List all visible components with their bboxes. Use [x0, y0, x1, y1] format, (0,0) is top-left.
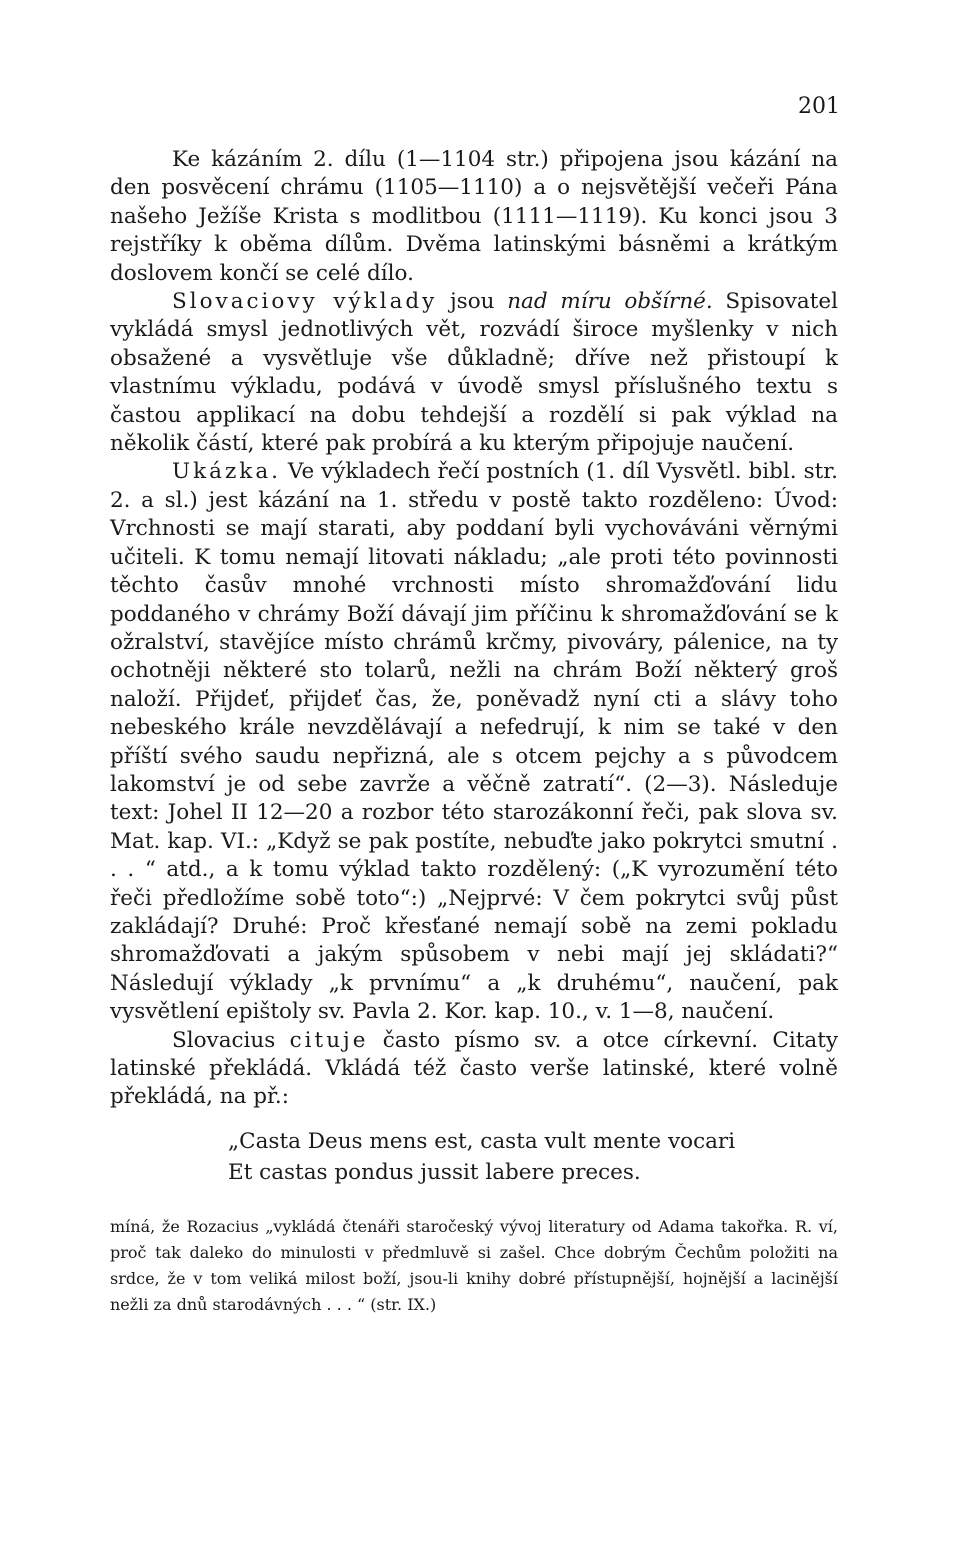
paragraph-commentary	[110, 288, 838, 458]
emphasis-spaced: Ukázka.	[172, 459, 281, 485]
footnote	[110, 1214, 838, 1318]
verse-line: „Casta Deus mens est, casta vult mente vocari	[228, 1129, 736, 1154]
text-run: Slovacius	[172, 1027, 290, 1053]
text-run: často písmo sv. a otce církevní. Citaty latinské překládá. Vkládá též často verše latinské, které volně překládá, na př.:	[110, 1027, 838, 1110]
page-number: 201	[798, 94, 840, 119]
main-text	[110, 146, 838, 1112]
latin-verse	[228, 1126, 828, 1188]
paragraph-citations	[110, 1027, 838, 1112]
text-run: Spisovatel vykládá smysl jednotlivých vět, rozvádí široce myšlenky v nich obsažené a vysvětluje vše důkladně; dříve než přistoupí k vlastnímu výkladu, podává v úvodě smysl příslušného textu s častou applikací na dobu tehdejší a rozdělí si pak výklad na několik částí, které pak probírá a ku kterým připojuje naučení.	[110, 289, 838, 457]
paragraph-contents: Ke kázáním 2. dílu (1—1104 str.) připojena jsou kázání na den posvěcení chrámu (1105—1110) a o nejsvětější večeři Pána našeho Ježíše Krista s modlitbou (1111—1119). Ku konci jsou 3 rejstříky k oběma dílům. Dvěma latinskými básněmi a krátkým doslovem končí se celé dílo.	[110, 147, 838, 286]
emphasis-italic: nad míru obšírné.	[507, 289, 713, 315]
verse-line: Et castas pondus jussit labere preces.	[228, 1160, 641, 1185]
paragraph-sample	[110, 458, 838, 1026]
footnote-text: míná, že Rozacius „vykládá čtenáři staročeský vývoj literatury od Adama takořka. R. ví, proč tak daleko do minulosti v předmluvě si zašel. Chce dobrým Čechům položiti na srdce, že v tom veliká milost boží, jsou-li knihy dobré přístupnější, hojnější a lacinější nežli za dnů starodávných . . . “ (str. IX.)	[110, 1217, 838, 1314]
emphasis-spaced: cituje	[289, 1027, 369, 1053]
emphasis-spaced: Slovaciovy výklady	[172, 289, 438, 315]
text-run: jsou	[437, 289, 508, 315]
text-run: Ve výkladech řečí postních (1. díl Vysvětl. bibl. str. 2. a sl.) jest kázání na 1. středu v postě takto rozděleno: Úvod: Vrchnosti se mají starati, aby poddaní byli vychováváni věrnými učiteli. K tomu nemají litovati nákladu; „ale proti této povinnosti těchto časův mnohé vrchnosti místo shromažďování lidu poddaného v chrámy Boží dávají jim příčinu k shromažďování se k ožralství, stavějíce místo chrámů krčmy, pivováry, pálenice, na ty ochotněji některé sto tolarů, nežli na chrám Boží některý groš naloží. Přijdeť, přijdeť čas, že, poněvadž nyní cti a slávy toho nebeského krále nevzdělávají a nefedrují, k nim se také v den příští svého saudu nepřizná, ale s otcem pejchy a s původcem lakomství je od sebe zavrže a věčně zatratí“. (2—3). Následuje text: Johel II 12—20 a rozbor této starozákonní řeči, pak slova sv. Mat. kap. VI.: „Když se pak postíte, nebuďte jako pokrytci smutní . . . “ atd., a k tomu výklad takto rozdělený: („K vyrozumění této řeči předložíme sobě toto“:) „Nejprvé: V čem pokrytci svůj půst zakládají? Druhé: Proč křesťané nemají sobě na zemi pokladu shromažďovati a jakým spůsobem v nebi mají jej skládati?“ Následují výklady „k prvnímu“ a „k druhému“, naučení, pak vysvětlení epištoly sv. Pavla 2. Kor. kap. 10., v. 1—8, naučení.	[110, 459, 838, 1025]
